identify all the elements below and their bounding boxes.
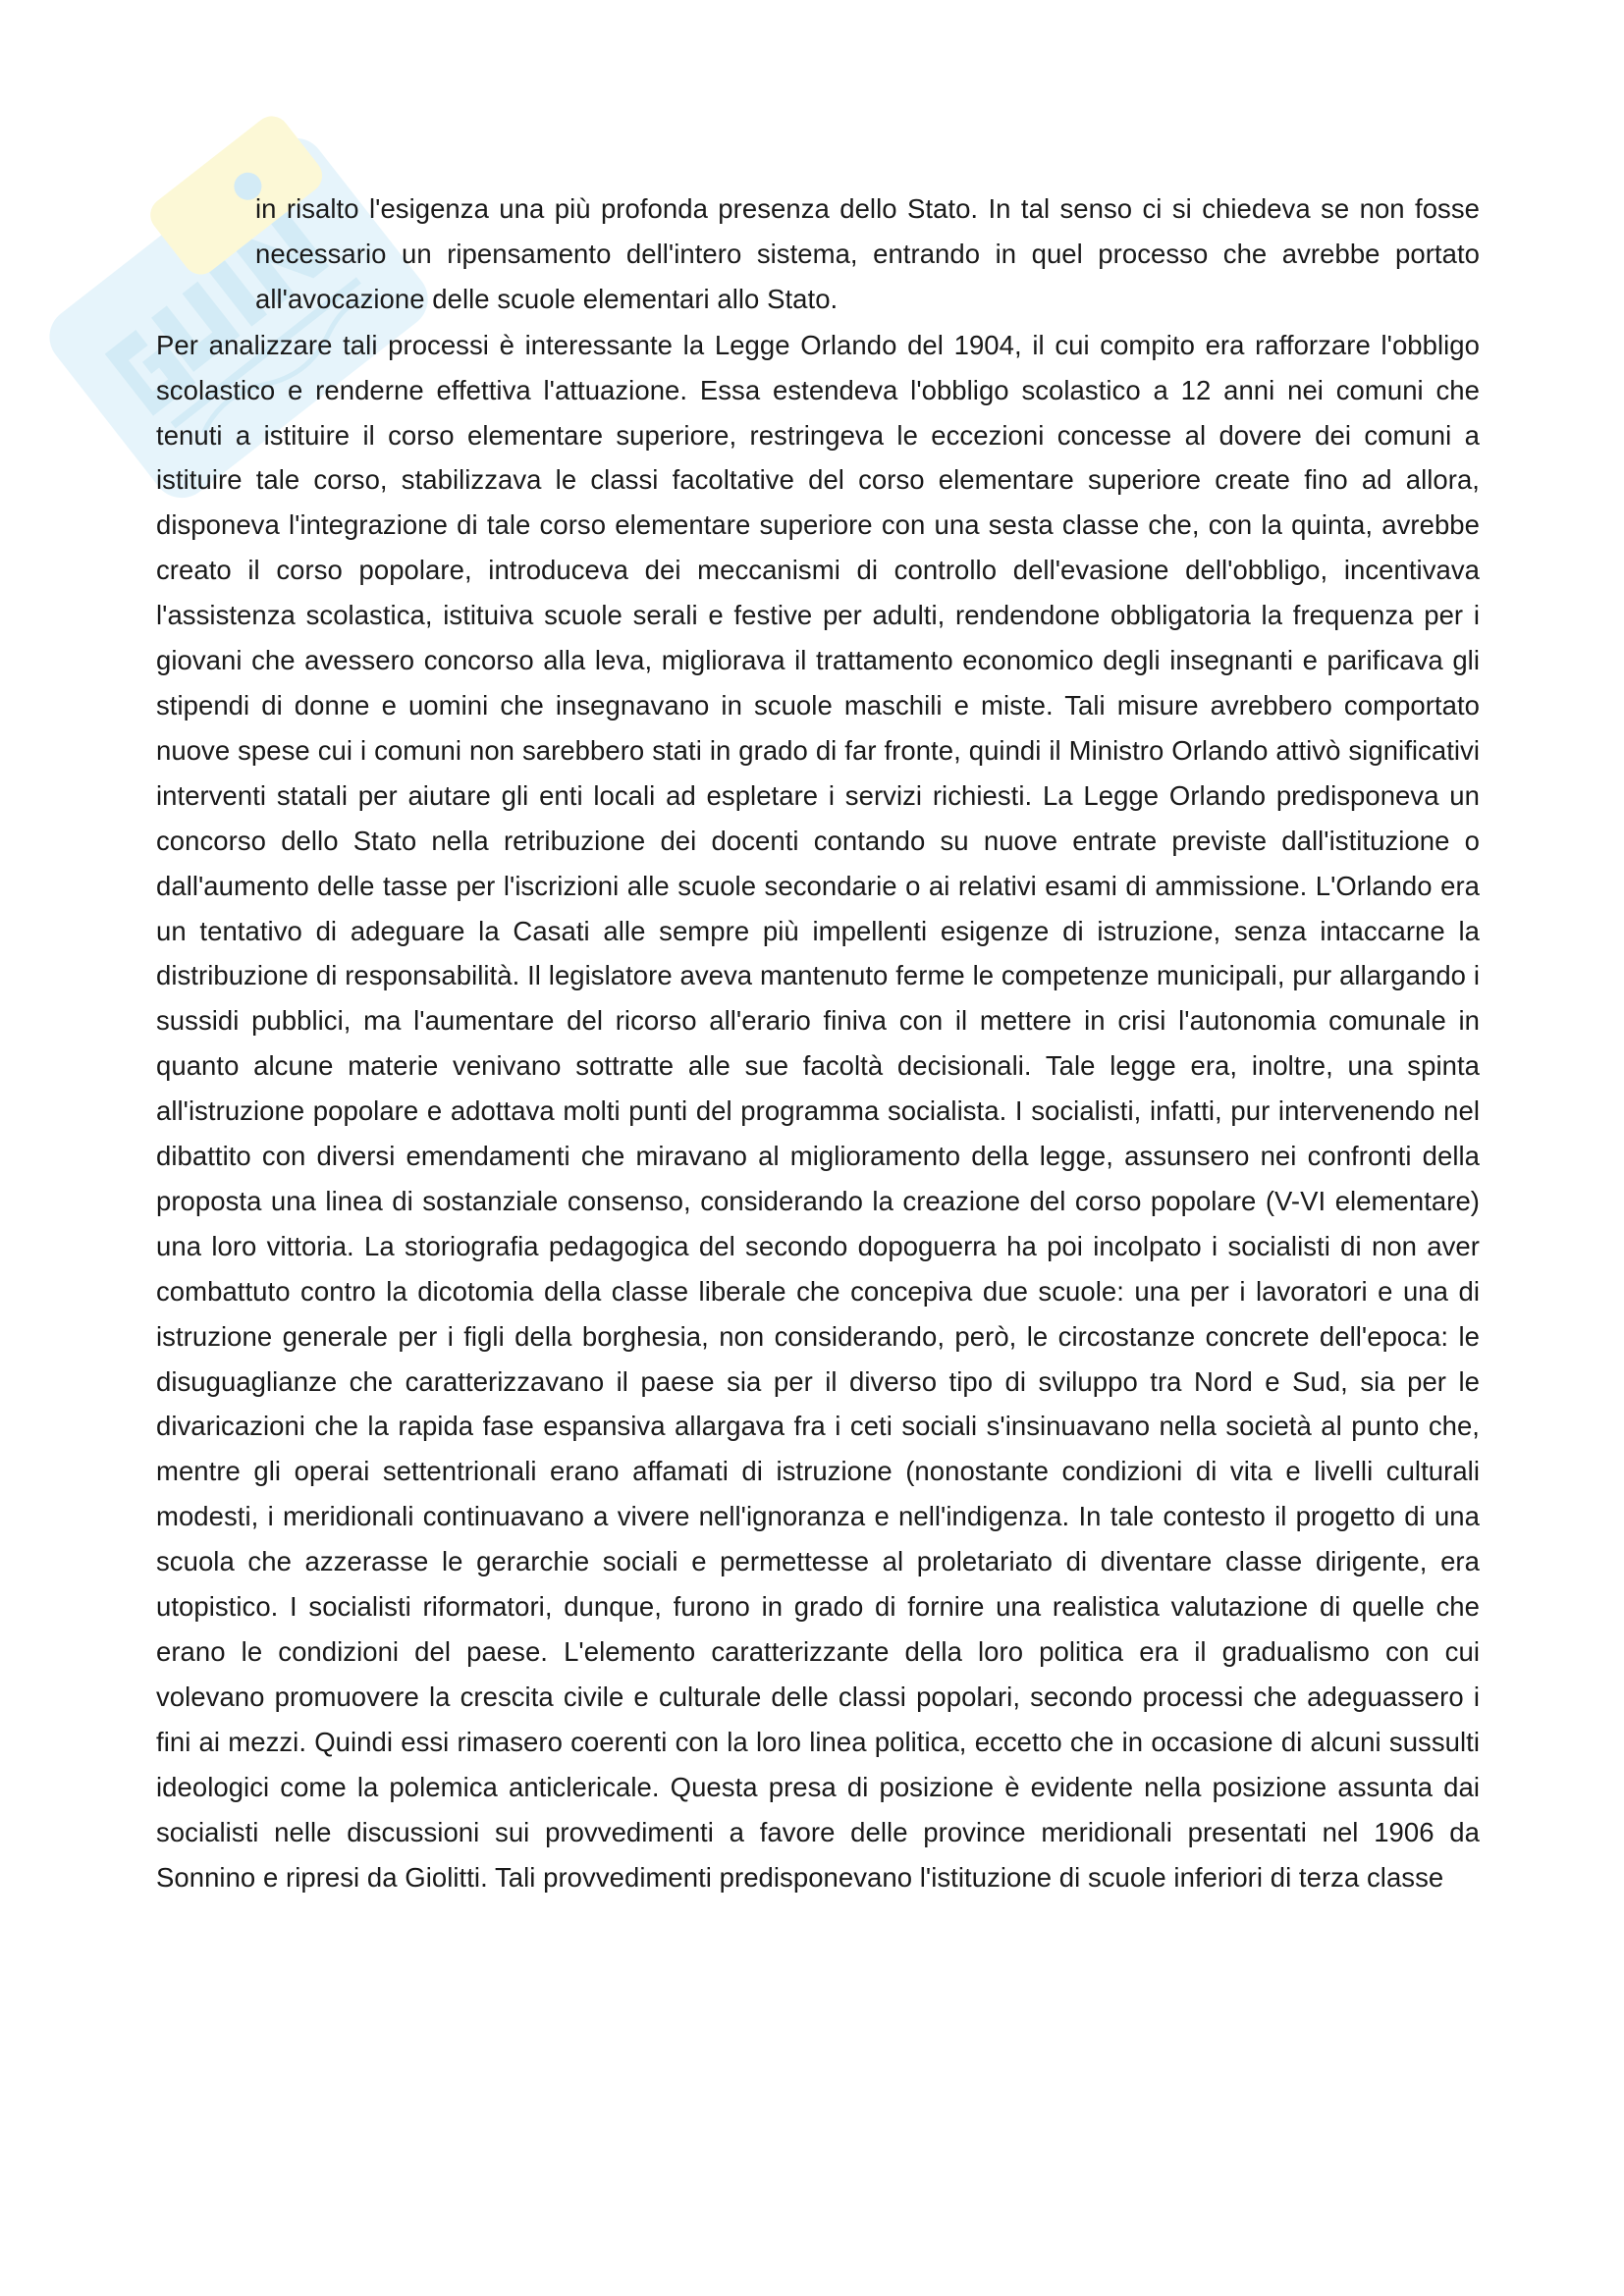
continuation-paragraph: in risalto l'esigenza una più profonda presenza dello Stato. In tal senso ci si chiedeva se non fosse necessario un ripensamento dell'intero sistema, entrando in quel processo che avrebbe portato all'avocazione delle scuole elementari allo Stato. [255, 193, 1480, 314]
body-paragraph: Per analizzare tali processi è interessante la Legge Orlando del 1904, il cui compito era rafforzare l'obbligo scolastico e renderne effettiva l'attuazione. Essa estendeva l'obbligo scolastico a 12 anni nei comuni che tenuti a istituire il corso elementare superiore, restringeva le eccezioni concesse al dovere dei comuni a istituire tale corso, stabilizzava le classi facoltative del corso elementare superiore create fino ad allora, disponeva l'integrazione di tale corso elementare superiore con una sesta classe che, con la quinta, avrebbe creato il corso popolare, introduceva dei meccanismi di controllo dell'evasione dell'obbligo, incentivava l'assistenza scolastica, istituiva scuole serali e festive per adulti, rendendone obbligatoria la frequenza per i giovani che avessero concorso alla leva, migliorava il trattamento economico degli insegnanti e parificava gli stipendi di donne e uomini che insegnavano in scuole maschili e miste. Tali misure avrebbero comportato nuove spese cui i comuni non sarebbero stati in grado di far fronte, quindi il Ministro Orlando attivò significativi interventi statali per aiutare gli enti locali ad espletare i servizi richiesti. La Legge Orlando predisponeva un concorso dello Stato nella retribuzione dei docenti contando su nuove entrate previste dall'istituzione o dall'aumento delle tasse per l'iscrizioni alle scuole secondarie o ai relativi esami di ammissione. L'Orlando era un tentativo di adeguare la Casati alle sempre più impellenti esigenze di istruzione, senza intaccarne la distribuzione di responsabilità. Il legislatore aveva mantenuto ferme le competenze municipali, pur allargando i sussidi pubblici, ma l'aumentare del ricorso all'erario finiva con il mettere in crisi l'autonomia comunale in quanto alcune materie venivano sottratte alle sue facoltà decisionali. Tale legge era, inoltre, una spinta all'istruzione popolare e adottava molti punti del programma socialista. I socialisti, infatti, pur intervenendo nel dibattito con diversi emendamenti che miravano al miglioramento della legge, assunsero nei confronti della proposta una linea di sostanziale consenso, considerando la creazione del corso popolare (V-VI elementare) una loro vittoria. La storiografia pedagogica del secondo dopoguerra ha poi incolpato i socialisti di non aver combattuto contro la dicotomia della classe liberale che concepiva due scuole: una per i lavoratori e una di istruzione generale per i figli della borghesia, non considerando, però, le circostanze concrete dell'epoca: le disuguaglianze che caratterizzavano il paese sia per il diverso tipo di sviluppo tra Nord e Sud, sia per le divaricazioni che la rapida fase espansiva allargava fra i ceti sociali s'insinuavano nella società al punto che, mentre gli operai settentrionali erano affamati di istruzione (nonostante condizioni di vita e livelli culturali modesti, i meridionali continuavano a vivere nell'ignoranza e nell'indigenza. In tale contesto il progetto di una scuola che azzerasse le gerarchie sociali e permettesse al proletariato di diventare classe dirigente, era utopistico. I socialisti riformatori, dunque, furono in grado di fornire una realistica valutazione di quelle che erano le condizioni del paese. L'elemento caratterizzante della loro politica era il gradualismo con cui volevano promuovere la crescita civile e culturale delle classi popolari, secondo processi che adeguassero i fini ai mezzi. Quindi essi rimasero coerenti con la loro linea politica, eccetto che in occasione di alcuni sussulti ideologici come la polemica anticlericale. Questa presa di posizione è evidente nella posizione assunta dai socialisti nelle discussioni sui provvedimenti a favore delle province meridionali presentati nel 1906 da Sonnino e ripresi da Giolitti. Tali provvedimenti predisponevano l'istituzione di scuole inferiori di terza classe [156, 329, 1480, 1893]
document-body [156, 187, 1480, 1899]
